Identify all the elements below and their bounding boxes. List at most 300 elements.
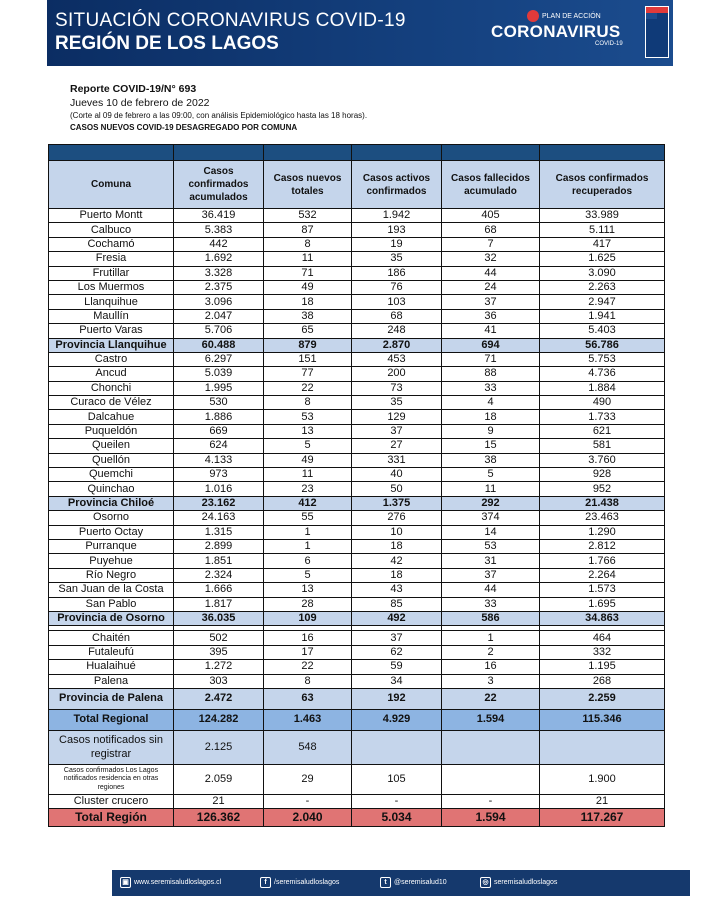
table-row (49, 631, 665, 645)
cell-value: 973 (174, 468, 264, 482)
cell-value: 2.059 (174, 764, 264, 794)
cell-value: 21 (174, 794, 264, 808)
column-header: Casos confirmados recuperados (540, 161, 665, 209)
cell-value: 129 (352, 410, 442, 424)
cell-value: 13 (264, 424, 352, 438)
cell-value: 18 (442, 410, 540, 424)
cell-value: 103 (352, 295, 442, 309)
cell-value: 2.264 (540, 568, 665, 582)
row-label: Provincia de Osorno (49, 611, 174, 625)
cell-value: 38 (442, 453, 540, 467)
cell-value: 151 (264, 352, 352, 366)
cell-value: 2.812 (540, 539, 665, 553)
table-row (49, 439, 665, 453)
row-label: Total Regional (49, 709, 174, 730)
plan-text: PLAN DE ACCIÓN (542, 12, 601, 20)
footer-bar (112, 870, 690, 896)
cell-value: 248 (352, 324, 442, 338)
facebook-icon: f (260, 877, 271, 888)
cell-value: 38 (264, 309, 352, 323)
table-row (49, 511, 665, 525)
cell-value: 33.989 (540, 209, 665, 223)
cell-value: 43 (352, 583, 442, 597)
cell-value: 22 (264, 660, 352, 674)
report-info (70, 82, 367, 133)
footer-twitter[interactable]: t @seremisalud10 (380, 877, 447, 888)
notified-row (49, 730, 665, 764)
regional-total-row (49, 709, 665, 730)
cell-value: 1.016 (174, 482, 264, 496)
cell-value: 621 (540, 424, 665, 438)
column-header: Casos fallecidos acumulado (442, 161, 540, 209)
cell-value: 16 (264, 631, 352, 645)
cell-value: 31 (442, 554, 540, 568)
cell-value: 21 (540, 794, 665, 808)
cell-value: 2.324 (174, 568, 264, 582)
cell-value: 624 (174, 439, 264, 453)
table-header-row (49, 161, 665, 209)
table-row (49, 597, 665, 611)
cell-value: 2.472 (174, 688, 264, 709)
cell-value: 71 (264, 266, 352, 280)
table-top-band (49, 145, 665, 161)
cell-value: 23 (264, 482, 352, 496)
cell-value: 23.463 (540, 511, 665, 525)
row-label: Puerto Octay (49, 525, 174, 539)
cell-value: 62 (352, 645, 442, 659)
cell-value: 115.346 (540, 709, 665, 730)
column-header: Casos nuevos totales (264, 161, 352, 209)
cell-value: 1.942 (352, 209, 442, 223)
cell-value: 5.403 (540, 324, 665, 338)
cell-value: 4.736 (540, 367, 665, 381)
cell-value: 669 (174, 424, 264, 438)
cell-value: 24.163 (174, 511, 264, 525)
row-label: Puyehue (49, 554, 174, 568)
cell-value: 5.111 (540, 223, 665, 237)
cell-value: 417 (540, 237, 665, 251)
cell-value: 453 (352, 352, 442, 366)
row-label: Chaitén (49, 631, 174, 645)
cell-value (442, 730, 540, 764)
table-row (49, 209, 665, 223)
header-subtitle: REGIÓN DE LOS LAGOS (55, 33, 279, 54)
cell-value: 22 (442, 688, 540, 709)
government-logo-icon (645, 6, 669, 58)
cell-value: 1.315 (174, 525, 264, 539)
cell-value: 18 (352, 539, 442, 553)
table-row (49, 266, 665, 280)
cell-value: 532 (264, 209, 352, 223)
cell-value: 1 (442, 631, 540, 645)
virus-icon (527, 10, 539, 22)
cell-value: 1.695 (540, 597, 665, 611)
web-icon: ▣ (120, 877, 131, 888)
cell-value: 8 (264, 237, 352, 251)
cell-value: 87 (264, 223, 352, 237)
cell-value: 21.438 (540, 496, 665, 510)
cell-value: 3 (442, 674, 540, 688)
table-row (49, 252, 665, 266)
cell-value: 63 (264, 688, 352, 709)
column-header: Casos activos confirmados (352, 161, 442, 209)
cell-value: 192 (352, 688, 442, 709)
cell-value: 276 (352, 511, 442, 525)
table-row (49, 468, 665, 482)
table-row (49, 223, 665, 237)
cell-value: 18 (264, 295, 352, 309)
cruise-row (49, 794, 665, 808)
cell-value: 37 (352, 631, 442, 645)
cell-value: 331 (352, 453, 442, 467)
report-cutoff: (Corte al 09 de febrero a las 09:00, con análisis Epidemiológico hasta las 18 horas). (70, 111, 368, 120)
cell-value: 5 (442, 468, 540, 482)
cell-value: 412 (264, 496, 352, 510)
cases-table (48, 144, 665, 827)
table-row (49, 554, 665, 568)
cell-value: 1.886 (174, 410, 264, 424)
province-total-row (49, 688, 665, 709)
cell-value: 7 (442, 237, 540, 251)
cell-value: 37 (442, 295, 540, 309)
row-label: Purranque (49, 539, 174, 553)
cell-value: 1 (264, 525, 352, 539)
cell-value: 71 (442, 352, 540, 366)
cell-value: 6 (264, 554, 352, 568)
cell-value: 59 (352, 660, 442, 674)
cell-value: 34 (352, 674, 442, 688)
cell-value: 1.817 (174, 597, 264, 611)
row-label: Puerto Varas (49, 324, 174, 338)
cell-value: 36.419 (174, 209, 264, 223)
final-total-row (49, 809, 665, 827)
row-label: Puerto Montt (49, 209, 174, 223)
cell-value: 879 (264, 338, 352, 352)
cell-value: 109 (264, 611, 352, 625)
cell-value: 68 (442, 223, 540, 237)
cell-value: 374 (442, 511, 540, 525)
cell-value: 24 (442, 280, 540, 294)
report-number: Reporte COVID-19/N° 693 (70, 83, 197, 95)
row-label: San Juan de la Costa (49, 583, 174, 597)
cell-value: 581 (540, 439, 665, 453)
column-header: Casos confirmados acumulados (174, 161, 264, 209)
cell-value: 193 (352, 223, 442, 237)
cell-value: 395 (174, 645, 264, 659)
cell-value: 68 (352, 309, 442, 323)
cell-value: 530 (174, 396, 264, 410)
table-row (49, 381, 665, 395)
cell-value: 1.594 (442, 709, 540, 730)
cell-value: 124.282 (174, 709, 264, 730)
row-label: Queilen (49, 439, 174, 453)
cell-value: 1.766 (540, 554, 665, 568)
cell-value: 5.753 (540, 352, 665, 366)
table-row (49, 410, 665, 424)
cell-value: 2 (442, 645, 540, 659)
cell-value: 6.297 (174, 352, 264, 366)
cell-value: 8 (264, 674, 352, 688)
cell-value: - (352, 794, 442, 808)
cell-value: 60.488 (174, 338, 264, 352)
cell-value (352, 730, 442, 764)
cell-value: 23.162 (174, 496, 264, 510)
cell-value: 1.666 (174, 583, 264, 597)
cell-value: 5.034 (352, 809, 442, 827)
cell-value: 32 (442, 252, 540, 266)
row-label: San Pablo (49, 597, 174, 611)
row-label: Osorno (49, 511, 174, 525)
twitter-icon: t (380, 877, 391, 888)
cell-value: 10 (352, 525, 442, 539)
row-label: Ancud (49, 367, 174, 381)
cell-value: 2.263 (540, 280, 665, 294)
cell-value: 5.383 (174, 223, 264, 237)
cell-value: 14 (442, 525, 540, 539)
cell-value: 34.863 (540, 611, 665, 625)
cell-value: 4.929 (352, 709, 442, 730)
other-regions-row (49, 764, 665, 794)
province-total-row (49, 338, 665, 352)
cell-value (540, 730, 665, 764)
cell-value: 694 (442, 338, 540, 352)
cell-value: 19 (352, 237, 442, 251)
cell-value: 40 (352, 468, 442, 482)
cell-value: 36 (442, 309, 540, 323)
row-label: Frutillar (49, 266, 174, 280)
cell-value: 35 (352, 252, 442, 266)
cell-value: 56.786 (540, 338, 665, 352)
cell-value: 55 (264, 511, 352, 525)
cell-value: 268 (540, 674, 665, 688)
cell-value: 1.463 (264, 709, 352, 730)
cell-value: - (442, 794, 540, 808)
table-row (49, 525, 665, 539)
row-label: Castro (49, 352, 174, 366)
cell-value: 44 (442, 583, 540, 597)
province-total-row (49, 611, 665, 625)
row-label: Curaco de Vélez (49, 396, 174, 410)
cell-value: 27 (352, 439, 442, 453)
row-label: Calbuco (49, 223, 174, 237)
row-label: Llanquihue (49, 295, 174, 309)
cell-value: 42 (352, 554, 442, 568)
table-row (49, 453, 665, 467)
table-row (49, 367, 665, 381)
cell-value: 29 (264, 764, 352, 794)
table-row (49, 424, 665, 438)
cell-value: 405 (442, 209, 540, 223)
cell-value: 1.692 (174, 252, 264, 266)
cell-value: 15 (442, 439, 540, 453)
cell-value: 1.900 (540, 764, 665, 794)
row-label: Hualaihué (49, 660, 174, 674)
cell-value: 11 (264, 468, 352, 482)
cell-value: 88 (442, 367, 540, 381)
row-label: Casos confirmados Los Lagos notificados residencia en otras regiones (49, 764, 174, 794)
report-date: Jueves 10 de febrero de 2022 (70, 97, 210, 109)
row-label: Maullín (49, 309, 174, 323)
cell-value: 1.375 (352, 496, 442, 510)
cell-value: 73 (352, 381, 442, 395)
table-row (49, 396, 665, 410)
cell-value: 11 (264, 252, 352, 266)
cell-value: 490 (540, 396, 665, 410)
cell-value: 50 (352, 482, 442, 496)
report-subtitle: CASOS NUEVOS COVID-19 DESAGREGADO POR COMUNA (70, 123, 298, 132)
cell-value: 1.594 (442, 809, 540, 827)
row-label: Provincia Llanquihue (49, 338, 174, 352)
row-label: Dalcahue (49, 410, 174, 424)
cell-value: 2.259 (540, 688, 665, 709)
cell-value: 65 (264, 324, 352, 338)
brand-text: CORONAVIRUS (491, 22, 621, 41)
row-label: Total Región (49, 809, 174, 827)
row-label: Provincia de Palena (49, 688, 174, 709)
cell-value: 5 (264, 439, 352, 453)
cell-value: 2.040 (264, 809, 352, 827)
cell-value: 1.195 (540, 660, 665, 674)
footer-facebook[interactable]: f /seremisaludloslagos (260, 877, 339, 888)
cell-value: 2.899 (174, 539, 264, 553)
cell-value: 548 (264, 730, 352, 764)
cell-value: 16 (442, 660, 540, 674)
cell-value: 44 (442, 266, 540, 280)
cell-value: 2.870 (352, 338, 442, 352)
cell-value: 1.625 (540, 252, 665, 266)
row-label: Quemchi (49, 468, 174, 482)
row-label: Provincia Chiloé (49, 496, 174, 510)
cell-value: 17 (264, 645, 352, 659)
row-label: Chonchi (49, 381, 174, 395)
cell-value: 1.272 (174, 660, 264, 674)
cell-value: 117.267 (540, 809, 665, 827)
cell-value: 1.290 (540, 525, 665, 539)
footer-web[interactable]: ▣ www.seremisaludloslagos.cl (120, 877, 221, 888)
instagram-icon: ◎ (480, 877, 491, 888)
cell-value: 9 (442, 424, 540, 438)
table-row (49, 674, 665, 688)
cell-value: 41 (442, 324, 540, 338)
cell-value: 2.947 (540, 295, 665, 309)
cell-value: 37 (352, 424, 442, 438)
cell-value: 3.090 (540, 266, 665, 280)
cell-value: - (264, 794, 352, 808)
cell-value: 13 (264, 583, 352, 597)
cell-value: 53 (442, 539, 540, 553)
cell-value: 85 (352, 597, 442, 611)
cell-value: 2.047 (174, 309, 264, 323)
cell-value: 8 (264, 396, 352, 410)
cell-value: 33 (442, 381, 540, 395)
row-label: Casos notificados sin registrar (49, 730, 174, 764)
cell-value: 332 (540, 645, 665, 659)
cell-value: 77 (264, 367, 352, 381)
cell-value: 5 (264, 568, 352, 582)
cell-value: 49 (264, 453, 352, 467)
cell-value: 4 (442, 396, 540, 410)
cell-value: 35 (352, 396, 442, 410)
row-label: Puqueldón (49, 424, 174, 438)
table-row (49, 295, 665, 309)
cell-value: 1.995 (174, 381, 264, 395)
cell-value: 37 (442, 568, 540, 582)
cell-value: 1.573 (540, 583, 665, 597)
row-label: Los Muermos (49, 280, 174, 294)
cell-value: 200 (352, 367, 442, 381)
cell-value: 3.760 (540, 453, 665, 467)
cell-value: 1.851 (174, 554, 264, 568)
table-row (49, 660, 665, 674)
cell-value: 1 (264, 539, 352, 553)
row-label: Quellón (49, 453, 174, 467)
table-row (49, 583, 665, 597)
cell-value (442, 764, 540, 794)
cell-value: 5.706 (174, 324, 264, 338)
cell-value: 586 (442, 611, 540, 625)
row-label: Fresia (49, 252, 174, 266)
cell-value: 4.133 (174, 453, 264, 467)
cell-value: 2.375 (174, 280, 264, 294)
cell-value: 442 (174, 237, 264, 251)
table-row (49, 539, 665, 553)
cell-value: 33 (442, 597, 540, 611)
table-row (49, 352, 665, 366)
cell-value: 53 (264, 410, 352, 424)
row-label: Futaleufú (49, 645, 174, 659)
cell-value: 1.733 (540, 410, 665, 424)
header-banner (47, 0, 673, 66)
province-total-row (49, 496, 665, 510)
cell-value: 292 (442, 496, 540, 510)
table-row (49, 280, 665, 294)
cell-value: 3.328 (174, 266, 264, 280)
cell-value: 1.884 (540, 381, 665, 395)
column-header: Comuna (49, 161, 174, 209)
cell-value: 28 (264, 597, 352, 611)
cell-value: 303 (174, 674, 264, 688)
cell-value: 11 (442, 482, 540, 496)
row-label: Quinchao (49, 482, 174, 496)
cell-value: 952 (540, 482, 665, 496)
table-row (49, 568, 665, 582)
table-row (49, 237, 665, 251)
cell-value: 5.039 (174, 367, 264, 381)
header-title: SITUACIÓN CORONAVIRUS COVID-19 (55, 10, 406, 31)
footer-instagram[interactable]: ◎ seremisaludloslagos (480, 877, 557, 888)
table-row (49, 324, 665, 338)
cell-value: 36.035 (174, 611, 264, 625)
row-label: Cochamó (49, 237, 174, 251)
cell-value: 3.096 (174, 295, 264, 309)
row-label: Palena (49, 674, 174, 688)
cell-value: 18 (352, 568, 442, 582)
row-label: Cluster crucero (49, 794, 174, 808)
brand-subtext: COVID-19 (595, 41, 623, 47)
cell-value: 2.125 (174, 730, 264, 764)
cell-value: 464 (540, 631, 665, 645)
cell-value: 126.362 (174, 809, 264, 827)
cell-value: 502 (174, 631, 264, 645)
table-row (49, 482, 665, 496)
table-row (49, 309, 665, 323)
cell-value: 49 (264, 280, 352, 294)
cell-value: 492 (352, 611, 442, 625)
table-row (49, 645, 665, 659)
row-label: Río Negro (49, 568, 174, 582)
cell-value: 76 (352, 280, 442, 294)
cell-value: 22 (264, 381, 352, 395)
